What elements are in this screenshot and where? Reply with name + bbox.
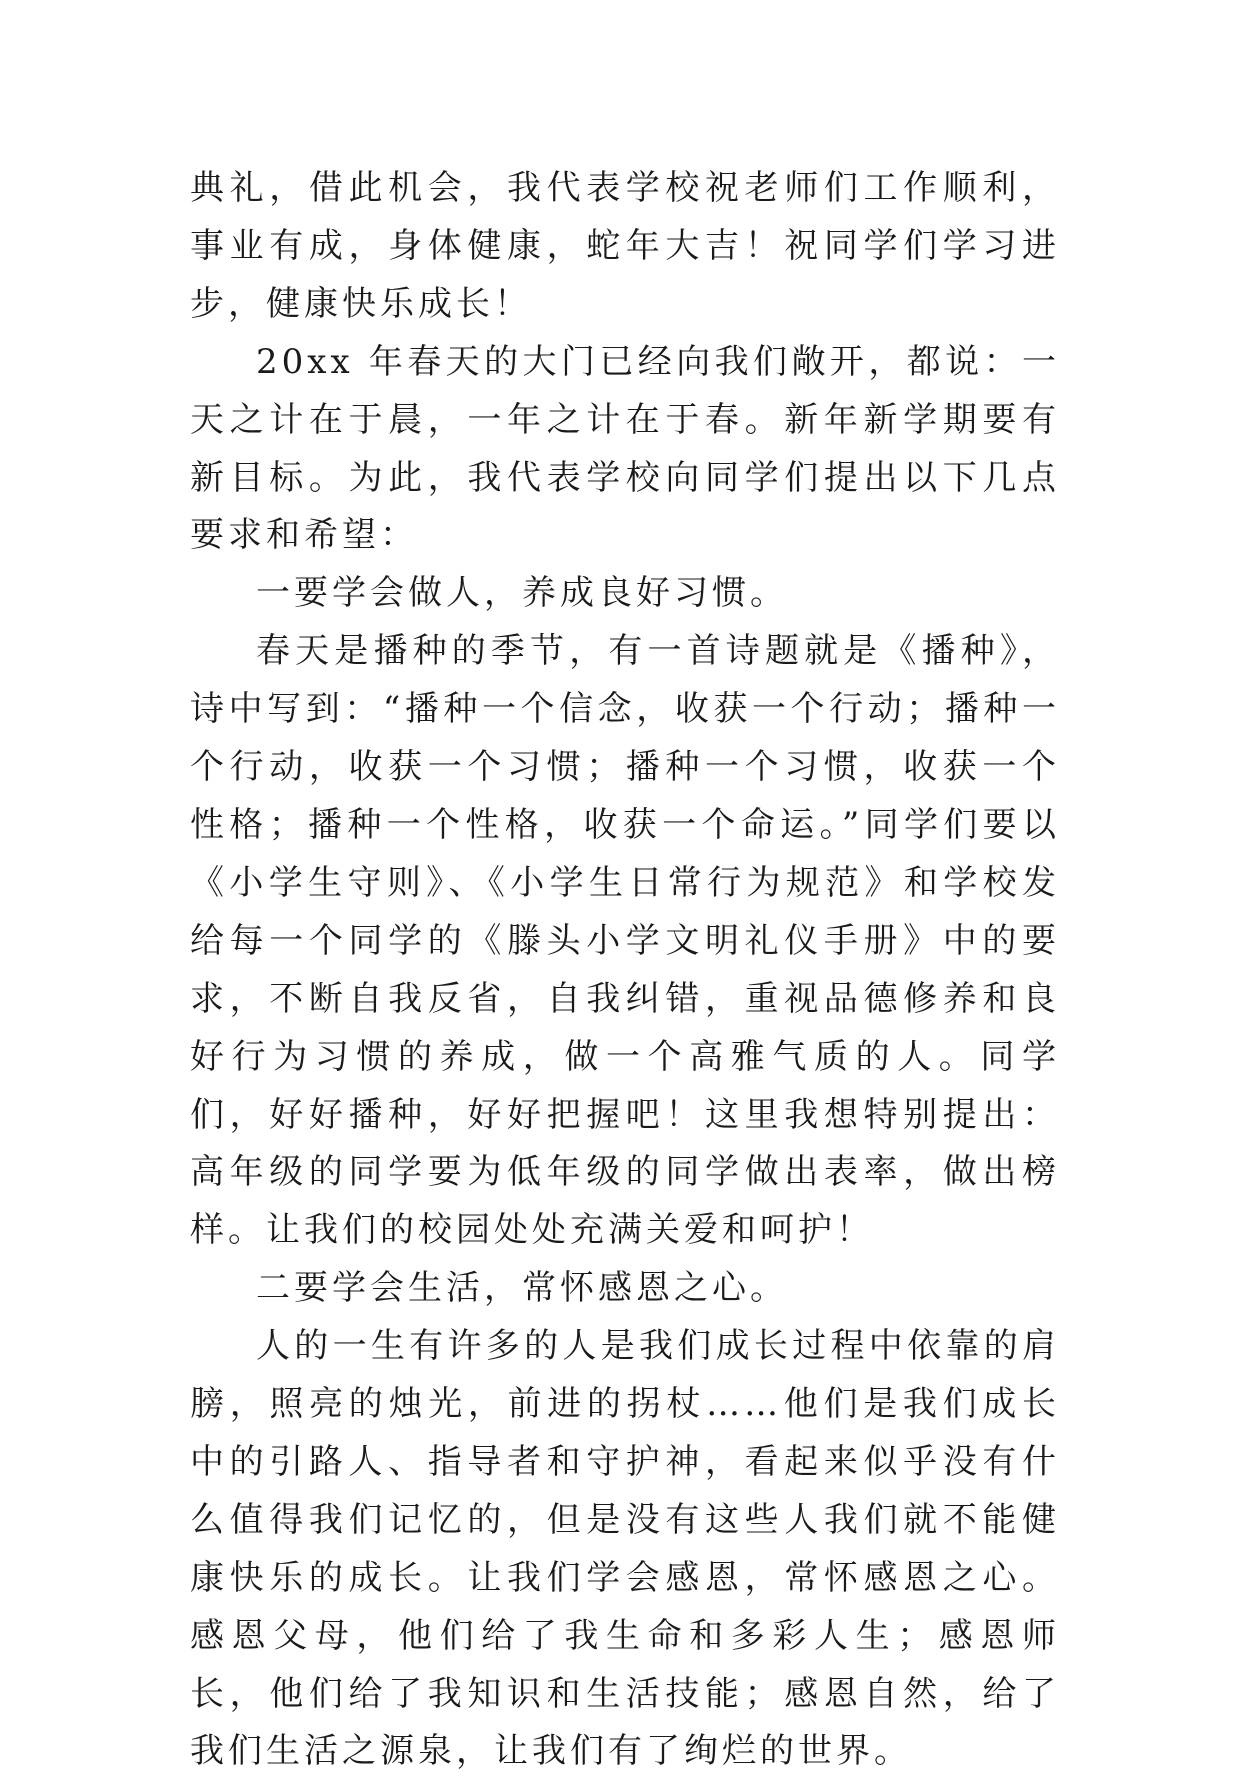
paragraph-closing-wishes: 典礼，借此机会，我代表学校祝老师们工作顺利，事业有成，身体健康，蛇年大吉！祝同学们学习进步，健康快乐成长！ xyxy=(190,168,1060,324)
heading-requirement-one: 一要学会做人，养成良好习惯。 xyxy=(256,573,788,614)
paragraph-spring-intro: 20xx 年春天的大门已经向我们敞开，都说：一天之计在于晨，一年之计在于春。新年新学期要有新目标。为此，我代表学校向同学们提出以下几点要求和希望： xyxy=(190,341,1060,556)
document-body xyxy=(190,160,1060,1781)
heading-requirement-two: 二要学会生活，常怀感恩之心。 xyxy=(256,1268,788,1309)
paragraph-gratitude: 人的一生有许多的人是我们成长过程中依靠的肩膀，照亮的烛光，前进的拐杖……他们是我们成长中的引路人、指导者和守护神，看起来似乎没有什么值得我们记忆的，但是没有这些人我们就不能健康快乐的成长。让我们学会感恩，常怀感恩之心。感恩父母，他们给了我生命和多彩人生；感恩师长，他们给了我知识和生活技能；感恩自然，给了我们生活之源泉，让我们有了绚烂的世界。 xyxy=(190,1326,1060,1772)
paragraph-sowing-poem: 春天是播种的季节，有一首诗题就是《播种》，诗中写到：“播种一个信念，收获一个行动；播种一个行动，收获一个习惯；播种一个习惯，收获一个性格；播种一个性格，收获一个命运。”同学们要以《小学生守则》、《小学生日常行为规范》和学校发给每一个同学的《滕头小学文明礼仪手册》中的要求，不断自我反省，自我纠错，重视品德修养和良好行为习惯的养成，做一个高雅气质的人。同学们，好好播种，好好把握吧！这里我想特别提出：高年级的同学要为低年级的同学做出表率，做出榜样。让我们的校园处处充满关爱和呵护！ xyxy=(190,631,1060,1251)
